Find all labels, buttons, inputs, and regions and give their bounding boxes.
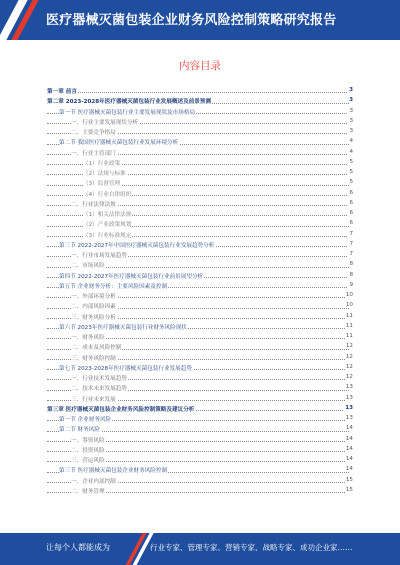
toc-entry[interactable] <box>47 126 353 136</box>
toc-entry-text: （2）产业政策规划 <box>83 222 132 229</box>
toc-entry-text: 一、行业市场发展趋势 <box>71 253 127 259</box>
toc-entry-text: 一、财务风险 <box>71 335 105 341</box>
toc-page-number: 14 <box>345 435 353 442</box>
toc-entry[interactable] <box>47 249 353 259</box>
toc-entry-text: 一、企业内部控制 <box>71 478 116 485</box>
toc-page-number: 5 <box>349 179 353 186</box>
toc-page-number: 12 <box>345 374 353 380</box>
toc-page-number: 12 <box>345 353 353 360</box>
toc-page-number: 6 <box>349 220 353 227</box>
toc-page-number: 5 <box>349 169 353 175</box>
toc-entry[interactable] <box>47 167 353 177</box>
toc-entry[interactable] <box>47 85 353 95</box>
toc-entry-text: 三、财务风险控制 <box>71 355 116 362</box>
toc-entry[interactable] <box>47 188 353 198</box>
toc-page-number: 13 <box>345 404 353 411</box>
toc-entry-text: 三、财务风险分析 <box>71 314 116 321</box>
toc-entry[interactable] <box>47 95 353 105</box>
toc-page-number: 4 <box>349 148 353 155</box>
toc-page-number: 14 <box>345 425 353 432</box>
toc-page-number: 11 <box>345 312 353 319</box>
toc-entry-text: （1）行业政策 <box>83 160 121 167</box>
toc-heading: 内容目录 <box>179 60 221 72</box>
toc-entry[interactable] <box>47 423 353 433</box>
toc-entry[interactable] <box>47 444 353 454</box>
toc-entry[interactable] <box>47 393 353 403</box>
toc-entry-text: 三、营运风险 <box>71 458 105 464</box>
toc-entry-text: （4）行业自律组织 <box>83 191 132 198</box>
toc-entry-text: 第二节 我国医疗器械灭菌包装行业发展环境分析 <box>59 140 179 147</box>
toc-entry[interactable] <box>47 454 353 464</box>
toc-page-number: 7 <box>349 240 353 247</box>
toc-page-number: 14 <box>345 456 353 462</box>
toc-entry-text: 一、外部环境分析 <box>71 294 116 300</box>
toc-entry[interactable] <box>47 229 353 239</box>
toc-entry[interactable] <box>47 300 353 310</box>
toc-page-number: 3 <box>349 97 353 104</box>
toc-page-number: 3 <box>349 117 353 124</box>
toc-entry[interactable] <box>47 372 353 382</box>
toc-page-number: 10 <box>345 302 353 309</box>
toc-entry[interactable] <box>47 403 353 413</box>
toc-entry-text: 第一章 前言 <box>47 89 77 95</box>
toc-page-number: 6 <box>349 199 353 206</box>
toc-entry[interactable] <box>47 464 353 474</box>
toc-entry-text: 第三节 医疗器械灭菌包装企业财务风险控制 <box>59 468 168 475</box>
report-footer <box>0 533 400 565</box>
toc-entry-text: 第六节 2023年医疗器械灭菌包装行业财务风险现状 <box>59 324 187 331</box>
toc-entry-text: 一、行业主管部门 <box>71 150 116 157</box>
toc-entry[interactable] <box>47 259 353 269</box>
toc-entry-text: 二、市场风险 <box>71 263 105 270</box>
toc-page-number: 10 <box>345 292 353 298</box>
toc-page-number: 6 <box>349 189 353 196</box>
toc-entry[interactable] <box>47 413 353 423</box>
toc-entry-text: 第一节 企业财务风险 <box>59 417 112 423</box>
toc-entry-text: 二、内部风险因素 <box>71 304 116 311</box>
toc-entry-text: 二、主要竞争格局 <box>71 130 116 136</box>
toc-entry-text: （1）相关法律法规 <box>83 212 132 218</box>
table-of-contents <box>47 85 353 495</box>
toc-entry[interactable] <box>47 208 353 218</box>
toc-page-number: 13 <box>345 384 353 391</box>
toc-entry[interactable] <box>47 311 353 321</box>
report-header <box>0 0 400 40</box>
toc-entry[interactable] <box>47 321 353 331</box>
toc-entry-text: 二、财务管理 <box>71 488 105 495</box>
toc-entry-text: 一、行业技术发展趋势 <box>71 376 127 382</box>
toc-page-number: 12 <box>345 343 353 350</box>
toc-page-number: 11 <box>345 322 353 329</box>
toc-page-number: 3 <box>349 107 353 114</box>
report-title: 医疗器械灭菌包装企业财务风险控制策略研究报告 <box>46 13 337 28</box>
toc-page-number: 3 <box>349 128 353 134</box>
toc-page-number: 7 <box>349 230 353 237</box>
footer-tagline: 行业专家、管理专家、营销专家、战略专家、成功企业家…… <box>150 543 353 552</box>
toc-page-number: 3 <box>349 87 353 93</box>
toc-entry[interactable] <box>47 136 353 146</box>
toc-page-number: 8 <box>349 261 353 268</box>
toc-entry[interactable] <box>47 106 353 116</box>
toc-page-number: 13 <box>345 394 353 401</box>
toc-page-number: 4 <box>349 138 353 145</box>
toc-entry[interactable] <box>47 352 353 362</box>
toc-entry[interactable] <box>47 270 353 280</box>
toc-entry[interactable] <box>47 280 353 290</box>
toc-page-number: 9 <box>349 281 353 288</box>
toc-entry-text: （2）法规与标准 <box>83 171 126 177</box>
toc-entry[interactable] <box>47 147 353 157</box>
toc-page-number: 6 <box>349 210 353 216</box>
toc-page-number: 12 <box>345 363 353 370</box>
toc-entry-text: 第二节 财务风险 <box>59 427 100 434</box>
toc-entry[interactable] <box>47 116 353 126</box>
toc-entry-text: 第三节 2022-2027年中国医疗器械灭菌包装行业发展趋势分析 <box>59 242 215 249</box>
toc-entry-text: 第二章 2023-2028年医疗器械灭菌包装行业发展概述及前景预测 <box>47 99 212 106</box>
toc-entry[interactable] <box>47 382 353 392</box>
footer-slogan: 让每个人都能成为 <box>46 543 110 552</box>
toc-page-number: 11 <box>345 333 353 339</box>
toc-entry-text: 第四节 2022-2027年医疗器械灭菌包装行业前景展望分析 <box>59 273 204 280</box>
toc-entry[interactable] <box>47 218 353 228</box>
toc-entry-text: （3）行业标准规定 <box>83 232 132 239</box>
toc-entry[interactable] <box>47 290 353 300</box>
toc-entry[interactable] <box>47 434 353 444</box>
toc-entry-text: 一、筹资风险 <box>71 437 105 444</box>
toc-entry[interactable] <box>47 485 353 495</box>
toc-entry-text: 第三章 医疗器械灭菌包装企业财务风险控制策略及建议分析 <box>47 406 195 413</box>
toc-page-number: 7 <box>349 251 353 257</box>
toc-entry-text: 二、投资风险 <box>71 447 105 454</box>
toc-entry-text: 二、成本及风险控制 <box>71 345 122 352</box>
toc-entry[interactable] <box>47 157 353 167</box>
toc-entry[interactable] <box>47 331 353 341</box>
toc-entry[interactable] <box>47 198 353 208</box>
toc-page-number: 15 <box>345 486 353 493</box>
toc-entry[interactable] <box>47 362 353 372</box>
toc-entry-text: 二、技术未来发展趋势 <box>71 386 127 393</box>
toc-page-number: 13 <box>345 415 353 421</box>
toc-entry-text: 一、行业主要发展现状分析 <box>71 119 139 126</box>
toc-entry-text: 三、行业未来发展 <box>71 396 116 403</box>
toc-entry[interactable] <box>47 177 353 187</box>
toc-page-number: 8 <box>349 271 353 278</box>
toc-page-number: 14 <box>345 445 353 452</box>
toc-entry[interactable] <box>47 341 353 351</box>
toc-entry-text: 第五节 企业财务分析：主要风险因素及控制 <box>59 283 168 290</box>
toc-entry-text: 第一节 医疗器械灭菌包装行业主要发展现状及市场格局 <box>59 109 196 116</box>
toc-page-number: 15 <box>345 476 353 483</box>
toc-entry[interactable] <box>47 475 353 485</box>
toc-entry-text: 二、行业法律法规 <box>71 201 116 208</box>
toc-entry-text: （3）监督管理 <box>83 181 121 188</box>
toc-leader-dots <box>47 92 349 93</box>
toc-entry[interactable] <box>47 239 353 249</box>
toc-page-number: 14 <box>345 466 353 473</box>
toc-entry-text: 第七节 2023-2028年医疗器械灭菌包装行业发展趋势 <box>59 365 192 372</box>
toc-page-number: 5 <box>349 158 353 165</box>
